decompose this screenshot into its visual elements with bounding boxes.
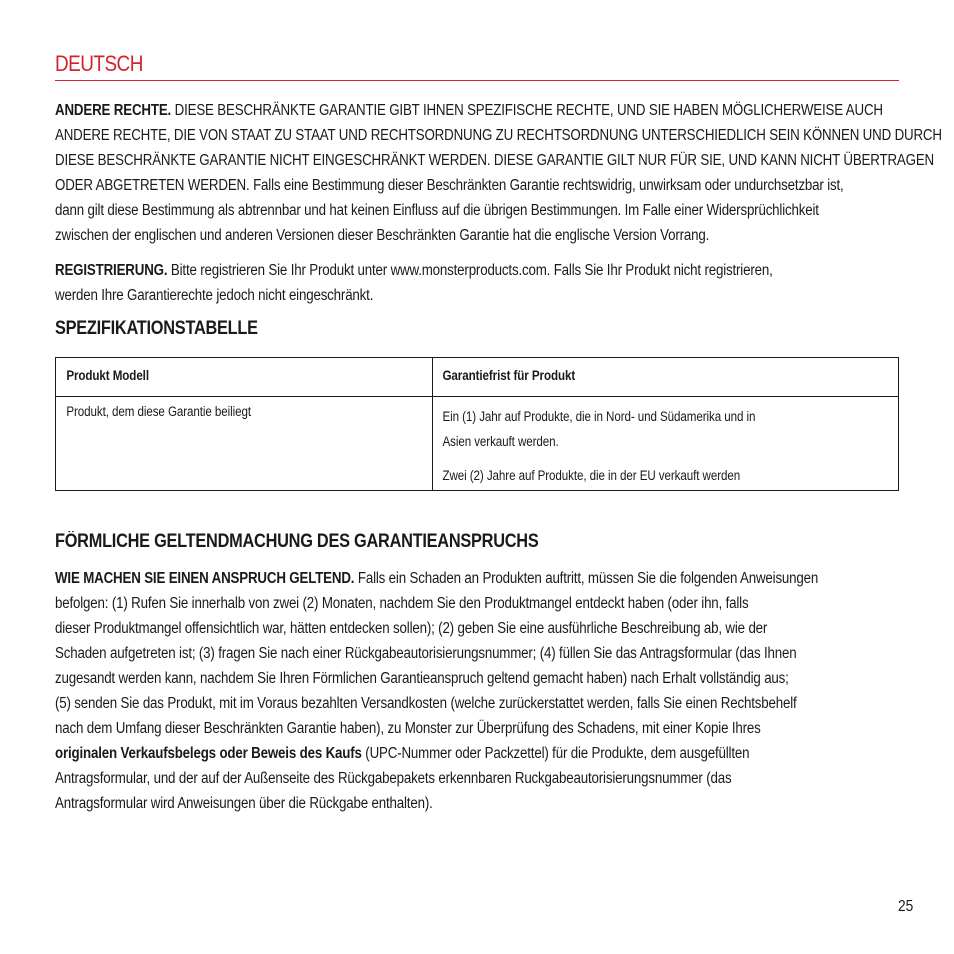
text-line: nach dem Umfang dieser Beschränkten Garantie haben), zu Monster zur Überprüfung des Schadens, mit einer Kopie Ihres — [55, 720, 761, 737]
text-line: ANDERE RECHTE, DIE VON STAAT ZU STAAT UND RECHTSORDNUNG ZU RECHTSORDNUNG UNTERSCHIEDLICH SEIN KÖNNEN UND DURCH — [55, 127, 942, 144]
warranty-term-cell — [433, 397, 833, 488]
table-header-cell — [433, 358, 899, 397]
table-cell — [433, 397, 899, 491]
table-header-row — [56, 358, 899, 397]
warranty-term-line: Ein (1) Jahr auf Produkte, die in Nord- und Südamerika und in — [442, 409, 756, 424]
text-line: (5) senden Sie das Produkt, mit im Voraus bezahlten Versandkosten (welche zurückerstattet werden, falls Sie einen Rechtsbehelf — [55, 695, 797, 712]
registration-paragraph — [55, 258, 898, 308]
language-heading: DEUTSCH — [55, 51, 143, 76]
text-fragment: Falls ein Schaden an Produkten auftritt, müssen Sie die folgenden Anweisungen — [354, 570, 819, 587]
claim-paragraph — [55, 566, 898, 816]
text-line: Schaden aufgetreten ist; (3) fragen Sie nach einer Rückgabeautorisierungsnummer; (4) füllen Sie das Antragsformular (das Ihnen — [55, 645, 797, 662]
claim-heading: FÖRMLICHE GELTENDMACHUNG DES GARANTIEANSPRUCHS — [55, 531, 539, 552]
col-product-model-header: Produkt Modell — [66, 368, 149, 383]
product-cell: Produkt, dem diese Garantie beiliegt — [66, 404, 252, 419]
text-line: werden Ihre Garantierechte jedoch nicht eingeschränkt. — [55, 287, 374, 304]
header-divider — [55, 80, 899, 81]
text-line: Antragsformular wird Anweisungen über die Rückgabe enthalten). — [55, 795, 433, 812]
col-warranty-term-header: Garantiefrist für Produkt — [442, 368, 576, 383]
text-line: Antragsformular, und der auf der Außenseite des Rückgabepakets erkennbaren Ruckgabeautorisierungsnummer (das — [55, 770, 732, 787]
text-line: zwischen der englischen und anderen Versionen dieser Beschränkten Garantie hat die englische Version Vorrang. — [55, 227, 710, 244]
warranty-term-line: Asien verkauft werden. — [442, 434, 559, 449]
warranty-term-eu: Zwei (2) Jahre auf Produkte, die in der EU verkauft werden — [442, 468, 741, 483]
spec-table — [55, 357, 899, 491]
registration-label: REGISTRIERUNG. — [55, 262, 168, 279]
text-line: befolgen: (1) Rufen Sie innerhalb von zwei (2) Monaten, nachdem Sie den Produktmangel entdeckt haben (oder ihn, falls — [55, 595, 749, 612]
text-line: ODER ABGETRETEN WERDEN. Falls eine Bestimmung dieser Beschränkten Garantie rechtswidrig, unwirksam oder undurchsetzbar ist, — [55, 177, 844, 194]
table-header-cell — [56, 358, 433, 397]
table-cell — [56, 397, 433, 491]
text-fragment: DIESE BESCHRÄNKTE GARANTIE GIBT IHNEN SPEZIFISCHE RECHTE, UND SIE HABEN MÖGLICHERWEISE AUCH — [171, 102, 883, 119]
text-line: DIESE BESCHRÄNKTE GARANTIE NICHT EINGESCHRÄNKT WERDEN. DIESE GARANTIE GILT NUR FÜR SIE, UND KANN NICHT ÜBERTRAGEN — [55, 152, 935, 169]
text-fragment: Bitte registrieren Sie Ihr Produkt unter www.monsterproducts.com. Falls Sie Ihr Produkt nicht registrieren, — [167, 262, 773, 279]
text-line — [55, 566, 898, 591]
text-line: zugesandt werden kann, nachdem Sie Ihren Förmlichen Garantieanspruch geltend gemacht haben) nach Erhalt vollständig aus; — [55, 670, 789, 687]
text-line: dieser Produktmangel offensichtlich war, hätten entdecken sollen); (2) geben Sie eine ausführliche Beschreibung ab, wie der — [55, 620, 768, 637]
text-line — [55, 741, 898, 766]
table-row — [56, 397, 899, 491]
text-fragment: (UPC-Nummer oder Packzettel) für die Produkte, dem ausgefüllten — [361, 745, 750, 762]
other-rights-label: ANDERE RECHTE. — [55, 102, 172, 119]
other-rights-paragraph — [55, 98, 942, 248]
page-number: 25 — [898, 898, 914, 915]
text-line — [55, 258, 898, 283]
claim-label: WIE MACHEN SIE EINEN ANSPRUCH GELTEND. — [55, 570, 355, 587]
spec-table-heading: SPEZIFIKATIONSTABELLE — [55, 318, 258, 339]
text-line: dann gilt diese Bestimmung als abtrennbar und hat keinen Einfluss auf die übrigen Bestimmungen. Im Falle einer Widersprüchlichkeit — [55, 202, 819, 219]
receipt-emphasis: originalen Verkaufsbelegs oder Beweis des Kaufs — [55, 745, 362, 762]
text-line — [55, 98, 898, 123]
